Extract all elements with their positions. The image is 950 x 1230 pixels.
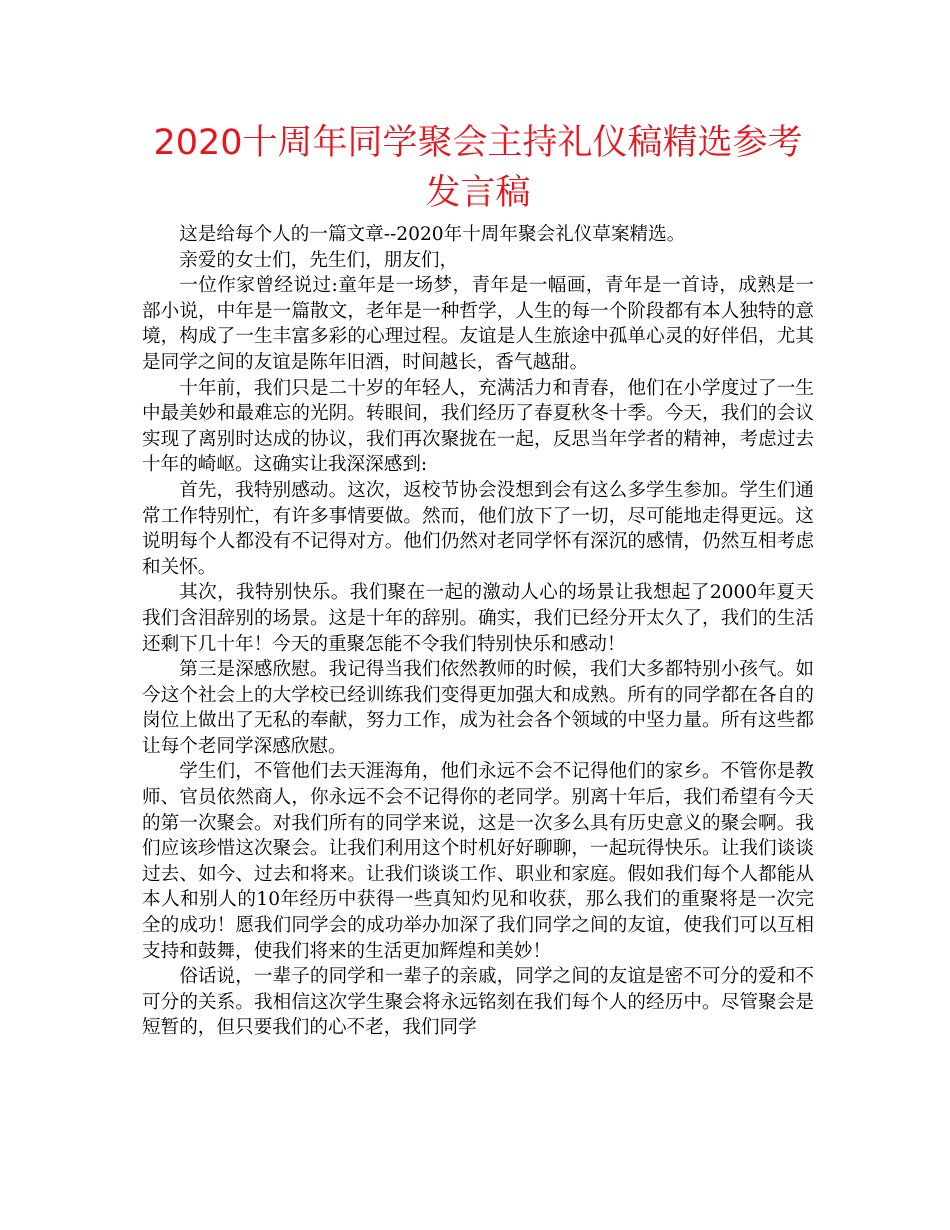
document-body — [142, 222, 814, 1041]
document-page — [142, 118, 814, 1041]
title-line-2: 发言稿 — [425, 173, 531, 213]
paragraph: 首先，我特别感动。这次，返校节协会没想到会有这么多学生参加。学生们通常工作特别忙，有许多事情要做。然而，他们放下了一切，尽可能地走得更远。这说明每个人都没有不记得对方。他们仍然对老同学怀有深沉的感情，仍然互相考虑和关怀。 — [142, 479, 814, 578]
title-line-1: 2020十周年同学聚会主持礼仪稿精选参考 — [153, 123, 803, 163]
paragraph: 一位作家曾经说过:童年是一场梦，青年是一幅画，青年是一首诗，成熟是一部小说，中年是一篇散文，老年是一种哲学，人生的每一个阶段都有本人独特的意境，构成了一生丰富多彩的心理过程。友谊是人生旅途中孤单心灵的好伴侣，尤其是同学之间的友谊是陈年旧酒，时间越长，香气越甜。 — [142, 275, 814, 373]
document-title — [142, 118, 814, 218]
paragraph: 十年前，我们只是二十岁的年轻人，充满活力和青春，他们在小学度过了一生中最美妙和最难忘的光阴。转眼间，我们经历了春夏秋冬十季。今天，我们的会议实现了离别时达成的协议，我们再次聚拢在一起，反思当年学者的精神，考虑过去十年的崎岖。这确实让我深深感到: — [142, 377, 814, 476]
paragraph: 第三是深感欣慰。我记得当我们依然教师的时候，我们大多都特别小孩气。如今这个社会上的大学校已经训练我们变得更加强大和成熟。所有的同学都在各自的岗位上做出了无私的奉献，努力工作，成为社会各个领域的中坚力量。所有这些都让每个老同学深感欣慰。 — [142, 659, 814, 757]
paragraph: 学生们，不管他们去天涯海角，他们永远不会不记得他们的家乡。不管你是教师、官员依然商人，你永远不会不记得你的老同学。别离十年后，我们希望有今天的第一次聚会。对我们所有的同学来说，这是一次多么具有历史意义的聚会啊。我们应该珍惜这次聚会。让我们利用这个时机好好聊聊，一起玩得快乐。让我们谈谈过去、如今、过去和将来。让我们谈谈工作、职业和家庭。假如我们每个人都能从本人和别人的10年经历中获得一些真知灼见和收获，那么我们的重聚将是一次完全的成功！愿我们同学会的成功举办加深了我们同学之间的友谊，使我们可以互相支持和鼓舞，使我们将来的生活更加辉煌和美妙！ — [142, 761, 814, 962]
paragraph: 亲爱的女士们，先生们，朋友们， — [179, 249, 459, 271]
paragraph: 其次，我特别快乐。我们聚在一起的激动人心的场景让我想起了2000年夏天我们含泪辞别的场景。这是十年的辞别。确实，我们已经分开太久了，我们的生活还剩下几十年！今天的重聚怎能不令我们特别快乐和感动！ — [142, 582, 814, 655]
paragraph: 俗话说，一辈子的同学和一辈子的亲戚，同学之间的友谊是密不可分的爱和不可分的关系。我相信这次学生聚会将永远铭刻在我们每个人的经历中。尽管聚会是短暂的，但只要我们的心不老，我们同学 — [142, 966, 814, 1039]
paragraph: 这是给每个人的一篇文章--2020年十周年聚会礼仪草案精选。 — [179, 224, 686, 245]
